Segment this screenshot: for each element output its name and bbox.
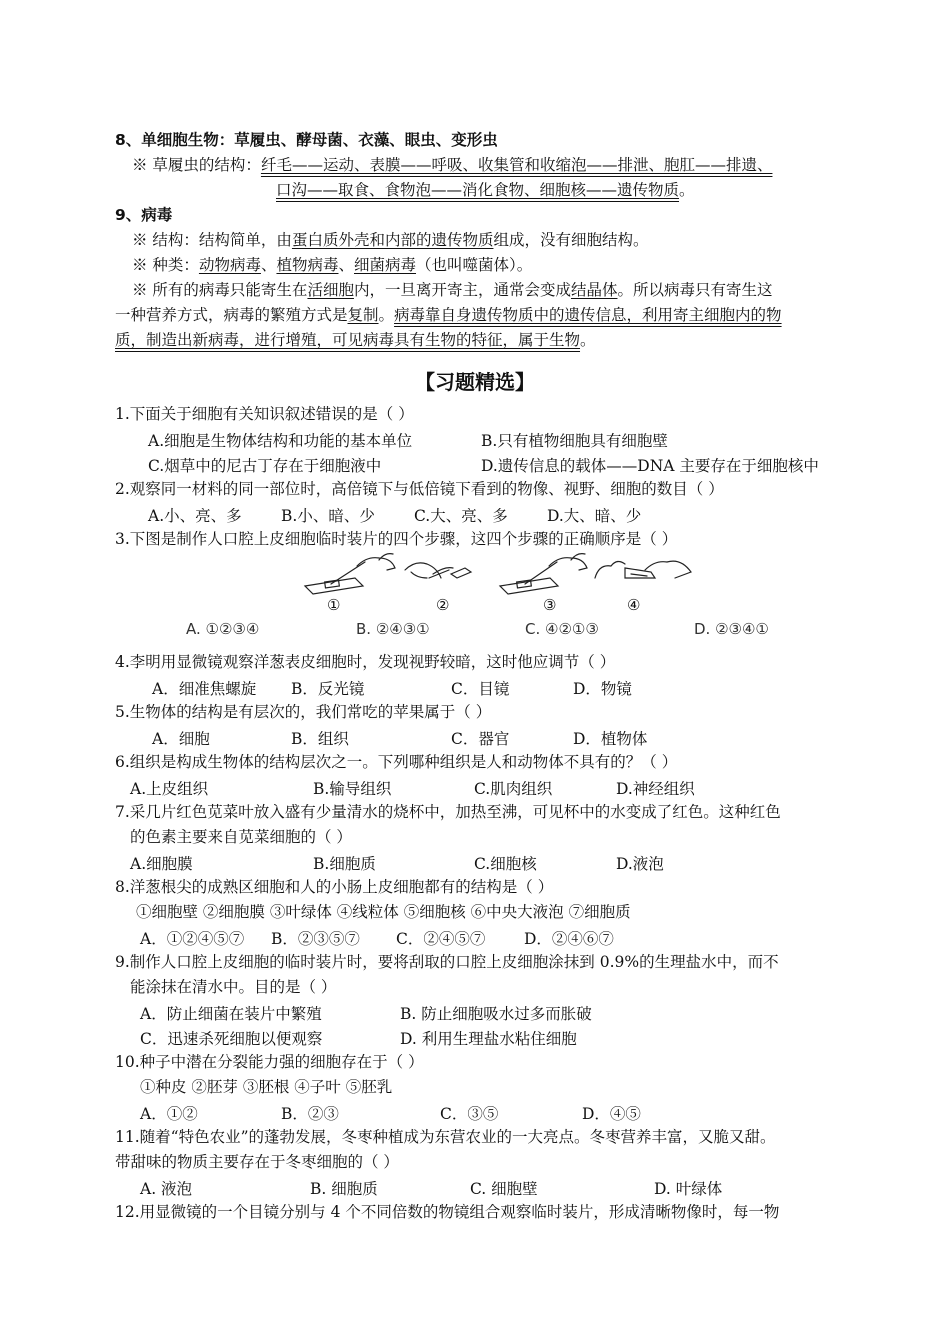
question-9-option-a: A．防止细菌在装片中繁殖 bbox=[140, 1005, 322, 1023]
question-3-option-b: B. ②④③① bbox=[356, 620, 430, 638]
question-8-items: ①细胞壁 ②细胞膜 ③叶绿体 ④线粒体 ⑤细胞核 ⑥中央大液泡 ⑦细胞质 bbox=[136, 903, 631, 921]
question-9-option-b: B. 防止细胞吸水过多而胀破 bbox=[400, 1005, 592, 1023]
question-12-stem: 12.用显微镜的一个目镜分别与 4 个不同倍数的物镜组合观察临时装片，形成清晰物像时，每一物 bbox=[115, 1203, 780, 1221]
question-3-stem: 3.下图是制作人口腔上皮细胞临时装片的四个步骤，这四个步骤的正确顺序是（ ） bbox=[115, 530, 678, 548]
key-term: 病毒靠自身遗传物质中的遗传信息，利用寄主细胞内的物 bbox=[394, 306, 782, 324]
question-5-stem: 5.生物体的结构是有层次的，我们常吃的苹果属于（ ） bbox=[115, 703, 492, 721]
section-8-title: 8、单细胞生物：草履虫、酵母菌、衣藻、眼虫、变形虫 bbox=[115, 131, 498, 149]
question-8-option-a: A．①②④⑤⑦ bbox=[140, 930, 245, 948]
question-1-option-d: D.遗传信息的载体——DNA 主要存在于细胞核中 bbox=[481, 457, 819, 475]
paramecium-structure-text-2: 口沟——取食、食物泡——消化食物、细胞核——遗传物质 bbox=[276, 181, 680, 199]
question-5-option-d: D．植物体 bbox=[573, 730, 648, 748]
question-3-option-c: C. ④②①③ bbox=[525, 620, 599, 638]
question-6-stem: 6.组织是构成生物体的结构层次之一。下列哪种组织是人和动物体不具有的？（ ） bbox=[115, 753, 678, 771]
question-7-stem-line-2: 的色素主要来自苋菜细胞的（ ） bbox=[130, 828, 352, 846]
question-8-stem: 8.洋葱根尖的成熟区细胞和人的小肠上皮细胞都有的结构是（ ） bbox=[115, 878, 554, 896]
virus-paragraph-line-3 bbox=[115, 330, 596, 350]
figure-label-3: ③ bbox=[543, 596, 557, 614]
virus-type-animal: 动物病毒 bbox=[198, 256, 261, 274]
question-11-stem-line-2: 带甜味的物质主要存在于冬枣细胞的（ ） bbox=[115, 1153, 399, 1171]
paramecium-structure-label: ※ 草履虫的结构： bbox=[132, 156, 261, 174]
question-5-option-c: C．器官 bbox=[451, 730, 510, 748]
question-7-option-b: B.细胞质 bbox=[313, 855, 376, 873]
question-4-option-b: B．反光镜 bbox=[291, 680, 365, 698]
question-4-option-d: D．物镜 bbox=[573, 680, 632, 698]
question-9-stem-line-1: 9.制作人口腔上皮细胞的临时装片时，要将刮取的口腔上皮细胞涂抹到 0.9%的生理盐水中，而不 bbox=[115, 953, 779, 971]
question-4-option-a: A．细准焦螺旋 bbox=[152, 680, 257, 698]
virus-type-bacterial: 细菌病毒 bbox=[354, 256, 417, 274]
question-2-option-d: D.大、暗、少 bbox=[547, 507, 642, 525]
question-8-option-c: C．②④⑤⑦ bbox=[396, 930, 486, 948]
question-4-option-c: C．目镜 bbox=[451, 680, 510, 698]
question-7-option-a: A.细胞膜 bbox=[130, 855, 193, 873]
question-11-option-c: C. 细胞壁 bbox=[470, 1180, 538, 1198]
key-term: 质，制造出新病毒，进行增殖，可见病毒具有生物的特征，属于生物 bbox=[115, 331, 581, 349]
question-10-option-c: C．③⑤ bbox=[440, 1105, 499, 1123]
virus-structure-line bbox=[132, 230, 648, 250]
question-8-option-b: B．②③⑤⑦ bbox=[271, 930, 360, 948]
virus-types-prefix: ※ 种类： bbox=[132, 256, 199, 274]
figure-label-1: ① bbox=[327, 596, 341, 614]
question-1-option-b: B.只有植物细胞具有细胞壁 bbox=[481, 432, 668, 450]
question-5-option-b: B．组织 bbox=[291, 730, 349, 748]
question-8-option-d: D．②④⑥⑦ bbox=[524, 930, 614, 948]
virus-paragraph-line-1 bbox=[132, 280, 773, 300]
text: 内，一旦离开寄主，通常会变成 bbox=[353, 281, 571, 299]
text: 一种营养方式，病毒的繁殖方式是 bbox=[115, 306, 348, 324]
question-7-stem-line-1: 7.采几片红色苋菜叶放入盛有少量清水的烧杯中，加热至沸，可见杯中的水变成了红色。这种红色 bbox=[115, 803, 781, 821]
question-1-stem: 1.下面关于细胞有关知识叙述错误的是（ ） bbox=[115, 405, 414, 423]
question-10-option-d: D．④⑤ bbox=[582, 1105, 641, 1123]
period: 。 bbox=[679, 181, 695, 199]
question-2-stem: 2.观察同一材料的同一部位时，高倍镜下与低倍镜下看到的物像、视野、细胞的数目（ ） bbox=[115, 480, 724, 498]
question-9-stem-line-2: 能涂抹在清水中。目的是（ ） bbox=[130, 978, 337, 996]
virus-type-plant: 植物病毒 bbox=[276, 256, 339, 274]
paramecium-structure-text-1: 纤毛——运动、表膜——呼吸、收集管和收缩泡——排泄、胞肛——排遗、 bbox=[260, 156, 773, 174]
text: 。所以病毒只有寄生这 bbox=[617, 281, 773, 299]
virus-structure-prefix: ※ 结构：结构简单，由 bbox=[132, 231, 292, 249]
step-1-illustration bbox=[305, 554, 395, 594]
exercises-heading: 【习题精选】 bbox=[415, 370, 535, 394]
figure-label-4: ④ bbox=[627, 596, 641, 614]
step-3-illustration bbox=[500, 554, 587, 594]
question-1-option-a: A.细胞是生物体结构和功能的基本单位 bbox=[148, 432, 413, 450]
question-10-stem: 10.种子中潜在分裂能力强的细胞存在于（ ） bbox=[115, 1053, 424, 1071]
question-2-option-a: A.小、亮、多 bbox=[148, 507, 242, 525]
question-2-option-c: C.大、亮、多 bbox=[414, 507, 508, 525]
virus-structure-key: 蛋白质外壳和内部的遗传物质 bbox=[291, 231, 494, 249]
key-term: 结晶体 bbox=[570, 281, 618, 299]
text: 。 bbox=[378, 306, 395, 324]
paramecium-structure-line-2 bbox=[276, 180, 695, 200]
question-2-option-b: B.小、暗、少 bbox=[281, 507, 375, 525]
question-10-option-b: B．②③ bbox=[281, 1105, 339, 1123]
question-6-option-d: D.神经组织 bbox=[616, 780, 695, 798]
question-3-option-d: D. ②③④① bbox=[694, 620, 769, 638]
figure-label-2: ② bbox=[436, 596, 450, 614]
question-7-option-c: C.细胞核 bbox=[474, 855, 537, 873]
key-term: 复制 bbox=[347, 306, 379, 324]
step-2-illustration bbox=[405, 563, 471, 578]
question-11-option-a: A. 液泡 bbox=[140, 1180, 193, 1198]
step-4-illustration bbox=[595, 561, 691, 578]
key-term: 活细胞 bbox=[307, 281, 354, 299]
question-11-stem-line-1: 11.随着“特色农业”的蓬勃发展，冬枣种植成为东营农业的一大亮点。冬枣营养丰富，又脆又甜。 bbox=[115, 1128, 776, 1146]
question-3-option-a: A. ①②③④ bbox=[186, 620, 260, 638]
virus-types-line bbox=[132, 255, 532, 275]
question-9-option-d: D. 利用生理盐水粘住细胞 bbox=[400, 1030, 577, 1048]
question-4-stem: 4.李明用显微镜观察洋葱表皮细胞时，发现视野较暗，这时他应调节（ ） bbox=[115, 653, 616, 671]
paramecium-structure-line-1 bbox=[132, 155, 772, 175]
question-7-option-d: D.液泡 bbox=[616, 855, 664, 873]
question-5-option-a: A．细胞 bbox=[152, 730, 210, 748]
virus-types-suffix: （也叫噬菌体）。 bbox=[416, 256, 533, 274]
question-6-option-b: B.输导组织 bbox=[313, 780, 392, 798]
question-11-option-d: D. 叶绿体 bbox=[654, 1180, 723, 1198]
separator: 、 bbox=[338, 256, 354, 274]
virus-structure-suffix: 组成，没有细胞结构。 bbox=[493, 231, 649, 249]
question-6-option-c: C.肌肉组织 bbox=[474, 780, 553, 798]
text: 。 bbox=[580, 331, 596, 349]
question-11-option-b: B. 细胞质 bbox=[310, 1180, 378, 1198]
section-9-title: 9、病毒 bbox=[115, 206, 173, 224]
question-1-option-c: C.烟草中的尼古丁存在于细胞液中 bbox=[148, 457, 382, 475]
separator: 、 bbox=[260, 256, 277, 274]
text: ※ 所有的病毒只能寄生在 bbox=[132, 281, 308, 299]
question-10-option-a: A．①② bbox=[140, 1105, 198, 1123]
question-6-option-a: A.上皮组织 bbox=[130, 780, 209, 798]
question-10-items: ①种皮 ②胚芽 ③胚根 ④子叶 ⑤胚乳 bbox=[140, 1078, 393, 1096]
question-9-option-c: C．迅速杀死细胞以便观察 bbox=[140, 1030, 323, 1048]
virus-paragraph-line-2 bbox=[115, 305, 782, 325]
